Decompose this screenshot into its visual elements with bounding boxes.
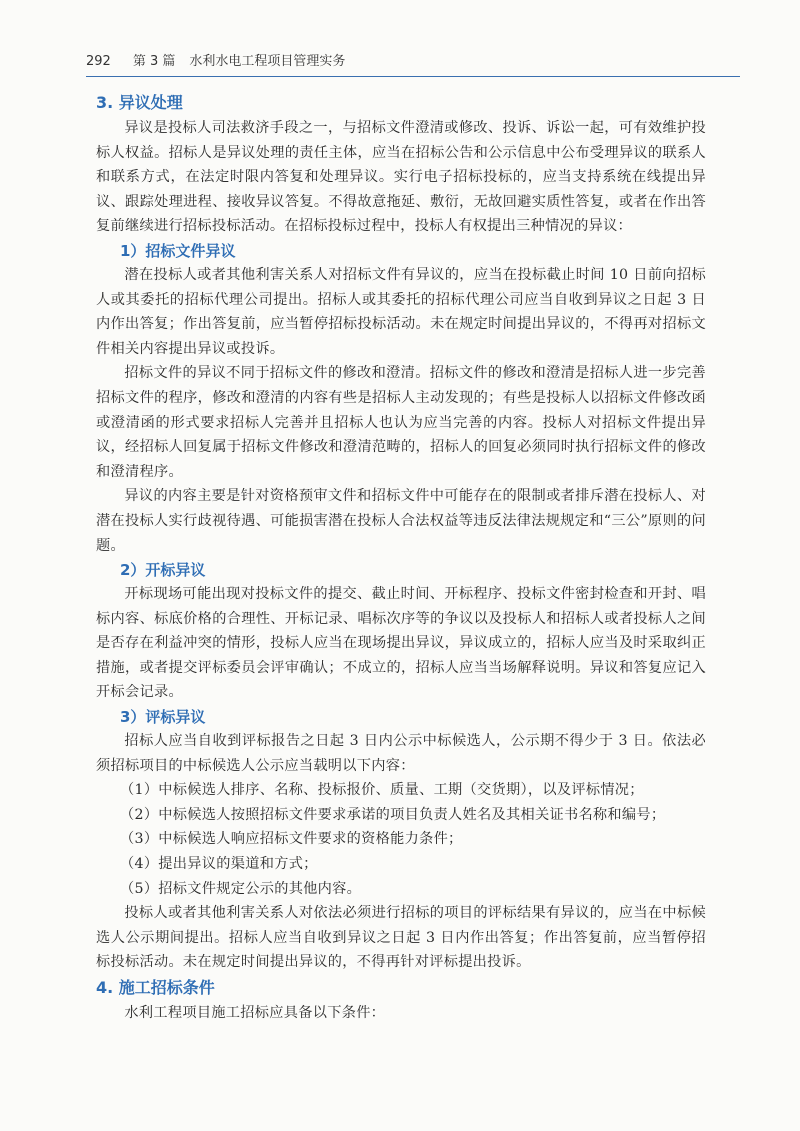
page-body [96, 90, 706, 1026]
paragraph: 水利工程项目施工招标应具备以下条件： [124, 1005, 386, 1021]
paragraph: 异议是投标人司法救济手段之一，与招标文件澄清或修改、投诉、诉讼一起，可有效维护投标人权益。招标人是异议处理的责任主体，应当在招标公告和公示信息中公布受理异议的联系人和联系方式，在法定时限内答复和处理异议。实行电子招标投标的，应当支持系统在线提出异议、跟踪处理进程、接收异议答复。不得故意拖延、敷衍，无故回避实质性答复，或者在作出答复前继续进行招标投标活动。在招标投标过程中，投标人有权提出三种情况的异议： [96, 120, 706, 235]
list-item: （1）中标候选人排序、名称、投标报价、质量、工期（交货期），以及评标情况； [120, 782, 644, 799]
list-item: （2）中标候选人按照招标文件要求承诺的项目负责人姓名及其相关证书名称和编号； [120, 806, 666, 823]
subheading-tender-document-objection: 1）招标文件异议 [120, 241, 236, 260]
page-header [86, 50, 740, 77]
paragraph: 开标现场可能出现对投标文件的提交、截止时间、开标程序、投标文件密封检查和开封、唱标内容、标底价格的合理性、开标记录、唱标次序等的争议以及投标人和招标人或者投标人之间是否存在利益冲突的情形，投标人应当在现场提出异议，异议成立的，招标人应当及时采取纠正措施，或者提交评标委员会评审确认；不成立的，招标人应当当场解释说明。异议和答复应记入开标会记录。 [96, 586, 706, 701]
list-item: （5）招标文件规定公示的其他内容。 [120, 880, 362, 897]
paragraph: 招标文件的异议不同于招标文件的修改和澄清。招标文件的修改和澄清是招标人进一步完善招标文件的程序，修改和澄清的内容有些是招标人主动发现的；有些是投标人以招标文件修改函或澄清函的形式要求招标人完善并且招标人也认为应当完善的内容。投标人对招标文件提出异议，经招标人回复属于招标文件修改和澄清范畴的，招标人的回复必须同时执行招标文件的修改和澄清程序。 [96, 365, 706, 480]
section-heading-construction-tender-conditions: 4. 施工招标条件 [96, 978, 215, 997]
paragraph: 异议的内容主要是针对资格预审文件和招标文件中可能存在的限制或者排斥潜在投标人、对潜在投标人实行歧视待遇、可能损害潜在投标人合法权益等违反法律法规规定和“三公”原则的问题。 [96, 488, 706, 554]
page-number: 292 [86, 54, 111, 69]
part-label: 第 3 篇 [132, 54, 176, 69]
subheading-bid-opening-objection: 2）开标异议 [120, 561, 206, 580]
paragraph: 招标人应当自收到评标报告之日起 3 日内公示中标候选人，公示期不得少于 3 日。依法必须招标项目的中标候选人公示应当载明以下内容： [96, 733, 706, 774]
paragraph: 潜在投标人或者其他利害关系人对招标文件有异议的，应当在投标截止时间 10 日前向招标人或其委托的招标代理公司提出。招标人或其委托的招标代理公司应当自收到异议之日起 3 日内作出答复；作出答复前，应当暂停招标投标活动。未在规定时间提出异议的，不得再对招标文件相关内容提出异议或投诉。 [96, 266, 706, 357]
paragraph: 投标人或者其他利害关系人对依法必须进行招标的项目的评标结果有异议的，应当在中标候选人公示期间提出。招标人应当自收到异议之日起 3 日内作出答复；作出答复前，应当暂停招标投标活动。未在规定时间提出异议的，不得再针对评标提出投诉。 [96, 905, 706, 971]
section-heading-objection-handling: 3. 异议处理 [96, 93, 183, 112]
list-item: （4）提出异议的渠道和方式； [120, 856, 318, 873]
book-title: 水利水电工程项目管理实务 [189, 54, 346, 69]
subheading-evaluation-objection: 3）评标异议 [120, 708, 206, 727]
list-item: （3）中标候选人响应招标文件要求的资格能力条件； [120, 831, 463, 848]
